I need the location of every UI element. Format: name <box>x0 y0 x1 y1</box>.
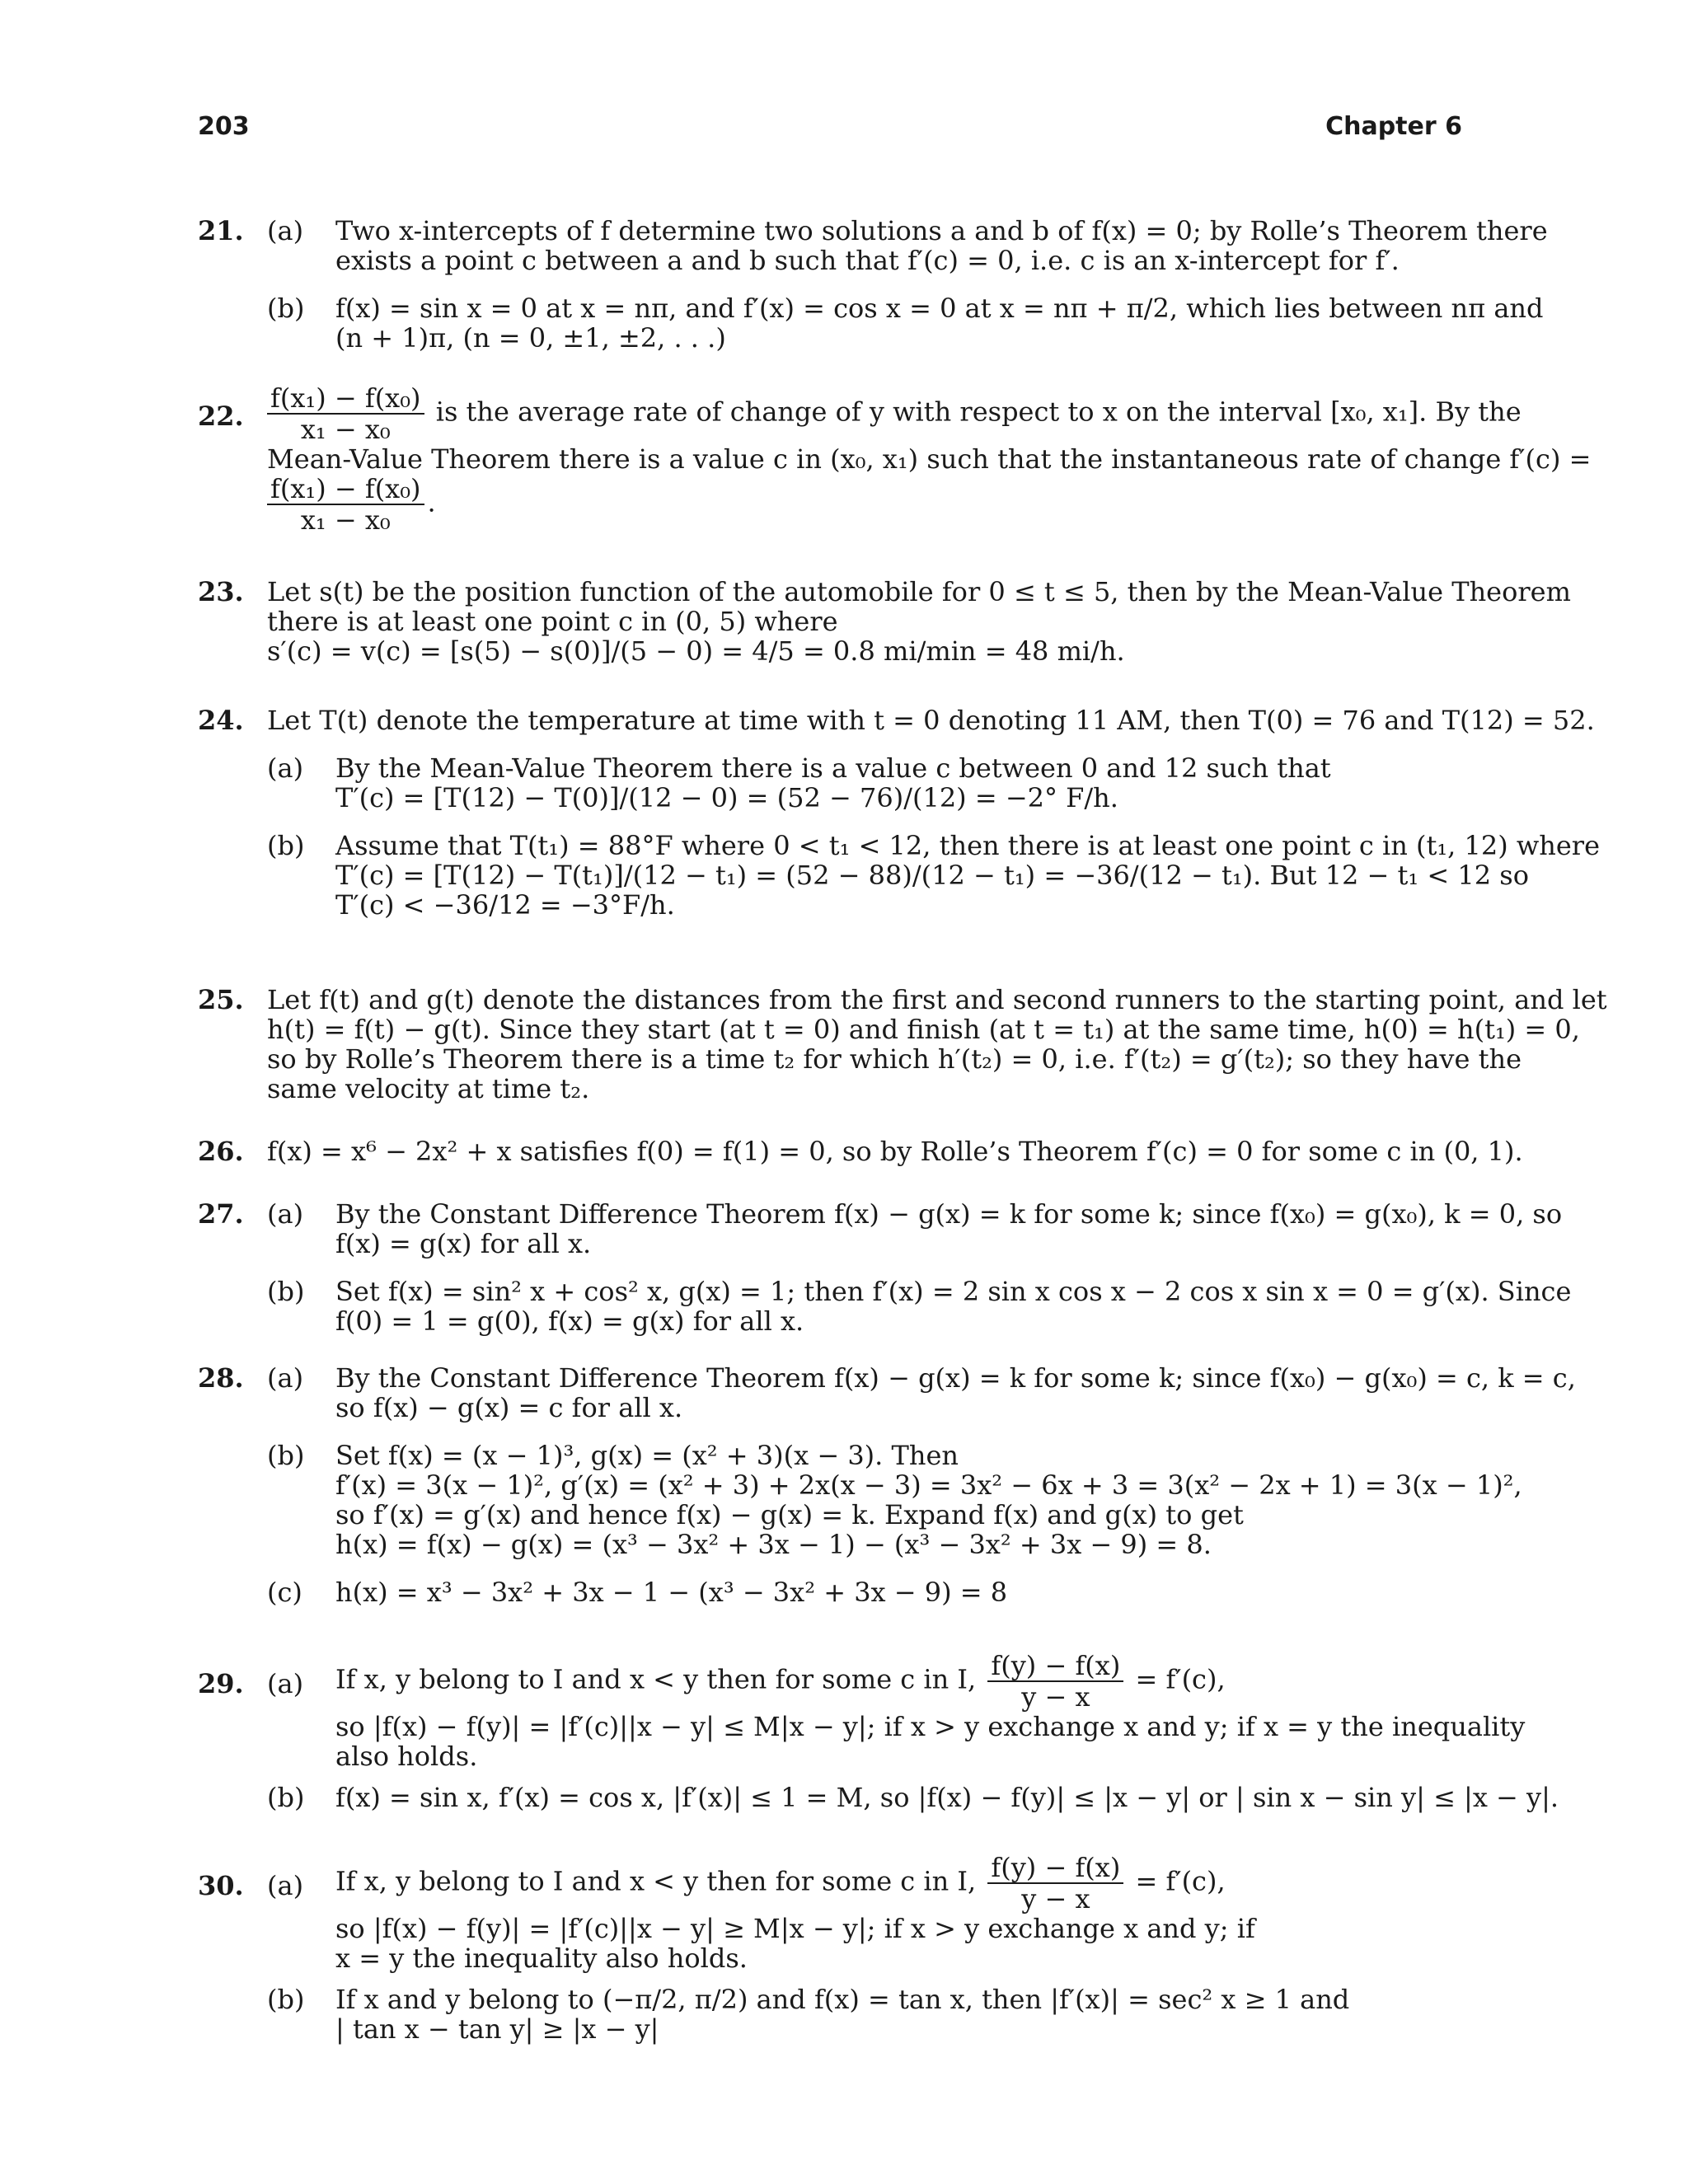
text-line: Let s(t) be the position function of the automobile for 0 ≤ t ≤ 5, then by the Mean-Value Theorem <box>267 576 1571 607</box>
text-line: also holds. <box>335 1741 478 1772</box>
problem-25 <box>198 984 1607 1104</box>
part-label: (b) <box>267 1782 305 1813</box>
problem-28 <box>198 1362 1576 1608</box>
text-line: Two x-intercepts of f determine two solutions a and b of f(x) = 0; by Rolle’s Theorem there <box>335 215 1548 246</box>
text-line: = f′(c), <box>1135 1865 1226 1897</box>
fraction-numerator: f(x₁) − f(x₀) <box>267 474 424 505</box>
text-line: = f′(c), <box>1135 1663 1226 1695</box>
part-b <box>267 1985 1462 2044</box>
part-label: (c) <box>267 1577 302 1608</box>
text-line: If x, y belong to I and x < y then for some c in I, <box>335 1663 977 1695</box>
part-label: (b) <box>267 1276 305 1307</box>
text-line: s′(c) = v(c) = [s(5) − s(0)]/(5 − 0) = 4/5 = 0.8 mi/min = 48 mi/h. <box>267 635 1125 667</box>
problem-number: 22. <box>198 401 244 432</box>
period: . <box>427 486 436 518</box>
chapter-label: Chapter 6 <box>1325 112 1462 141</box>
text-line: f(x) = sin x, f′(x) = cos x, |f′(x)| ≤ 1 = M, so |f(x) − f(y)| ≤ |x − y| or | sin x − sin y| ≤ |x − y|. <box>335 1782 1559 1813</box>
part-label: (a) <box>267 1198 304 1230</box>
problem-29 <box>198 1650 1559 1813</box>
part-a <box>267 1362 1576 1423</box>
fraction-numerator: f(y) − f(x) <box>987 1651 1123 1682</box>
part-a <box>267 1853 1462 1973</box>
part-a <box>267 215 1548 276</box>
fraction <box>267 383 424 444</box>
fraction-numerator: f(y) − f(x) <box>987 1853 1123 1884</box>
problem-26 <box>198 1136 1523 1167</box>
fraction-denominator: y − x <box>1021 1681 1090 1713</box>
part-b <box>267 1782 1559 1813</box>
text-line: f(x) = sin x = 0 at x = nπ, and f′(x) = cos x = 0 at x = nπ + π/2, which lies between nπ and <box>335 293 1544 324</box>
problem-number: 27. <box>198 1198 244 1230</box>
text-line: so by Rolle’s Theorem there is a time t₂ for which h′(t₂) = 0, i.e. f′(t₂) = g′(t₂); so they have the <box>267 1043 1522 1075</box>
part-a <box>267 753 1462 813</box>
text-line: Let T(t) denote the temperature at time with t = 0 denoting 11 AM, then T(0) = 76 and T(12) = 52. <box>267 705 1595 736</box>
part-label: (b) <box>267 1984 305 2015</box>
problem-number: 23. <box>198 576 244 607</box>
text-line: f(0) = 1 = g(0), f(x) = g(x) for all x. <box>335 1305 804 1337</box>
text-line: If x and y belong to (−π/2, π/2) and f(x) = tan x, then |f′(x)| = sec² x ≥ 1 and <box>335 1984 1350 2015</box>
problem-number: 25. <box>198 984 244 1015</box>
text-line: x = y the inequality also holds. <box>335 1943 748 1974</box>
text-line: so f′(x) = g′(x) and hence f(x) − g(x) = k. Expand f(x) and g(x) to get <box>335 1499 1244 1530</box>
problem-number: 28. <box>198 1362 244 1394</box>
problem-number: 29. <box>198 1668 244 1699</box>
text-line: If x, y belong to I and x < y then for some c in I, <box>335 1865 977 1897</box>
text-line: | tan x − tan y| ≥ |x − y| <box>335 2013 659 2045</box>
text-line: T′(c) = [T(12) − T(t₁)]/(12 − t₁) = (52 − 88)/(12 − t₁) = −36/(12 − t₁). But 12 − t₁ < 12 so <box>335 860 1529 891</box>
problem-24 <box>198 705 1601 921</box>
problem-number: 26. <box>198 1136 244 1167</box>
part-b <box>267 293 1544 354</box>
text-line: Assume that T(t₁) = 88°F where 0 < t₁ < 12, then there is at least one point c in (t₁, 12) where <box>335 830 1601 861</box>
text-line: T′(c) = [T(12) − T(0)]/(12 − 0) = (52 − 76)/(12) = −2° F/h. <box>335 782 1118 813</box>
part-label: (b) <box>267 293 305 324</box>
text-line: By the Constant Difference Theorem f(x) − g(x) = k for some k; since f(x₀) − g(x₀) = c, k = c, <box>335 1362 1576 1394</box>
text-line: Set f(x) = (x − 1)³, g(x) = (x² + 3)(x − 3). Then <box>335 1440 959 1471</box>
fraction <box>267 474 424 535</box>
part-label: (b) <box>267 830 305 861</box>
part-label: (a) <box>267 1362 304 1394</box>
part-a <box>267 1650 1526 1772</box>
fraction <box>987 1853 1123 1914</box>
text-line: f(x) = x⁶ − 2x² + x satisfies f(0) = f(1) = 0, so by Rolle’s Theorem f′(c) = 0 for some c in (0, 1). <box>267 1136 1523 1167</box>
fraction-denominator: x₁ − x₀ <box>300 414 391 445</box>
part-label: (b) <box>267 1440 305 1471</box>
problem-27 <box>198 1198 1572 1337</box>
text-line: so |f(x) − f(y)| = |f′(c)||x − y| ≥ M|x − y|; if x > y exchange x and y; if <box>335 1913 1255 1944</box>
text-line: there is at least one point c in (0, 5) where <box>267 606 838 637</box>
fraction-numerator: f(x₁) − f(x₀) <box>267 383 424 415</box>
text-line: so |f(x) − f(y)| = |f′(c)||x − y| ≤ M|x − y|; if x > y exchange x and y; if x = y the inequality <box>335 1711 1526 1742</box>
text-line: (n + 1)π, (n = 0, ±1, ±2, . . .) <box>335 322 726 354</box>
fraction <box>987 1651 1123 1712</box>
part-label: (a) <box>267 215 304 246</box>
text-line: f′(x) = 3(x − 1)², g′(x) = (x² + 3) + 2x(x − 3) = 3x² − 6x + 3 = 3(x² − 2x + 1) = 3(x − 1)², <box>335 1469 1522 1501</box>
text-line: T′(c) < −36/12 = −3°F/h. <box>335 889 675 921</box>
part-a <box>267 1198 1563 1259</box>
text-line: so f(x) − g(x) = c for all x. <box>335 1392 683 1423</box>
page-number: 203 <box>198 112 250 141</box>
text-line: is the average rate of change of y with respect to x on the interval [x₀, x₁]. By the <box>435 396 1522 428</box>
part-label: (a) <box>267 1870 304 1901</box>
text-line: same velocity at time t₂. <box>267 1073 590 1104</box>
problem-23 <box>198 576 1571 667</box>
text-line: By the Mean-Value Theorem there is a value c between 0 and 12 such that <box>335 752 1331 784</box>
text-line: h(x) = x³ − 3x² + 3x − 1 − (x³ − 3x² + 3x − 9) = 8 <box>335 1577 1008 1608</box>
problem-30 <box>198 1853 1462 2044</box>
problem-22 <box>198 382 1592 536</box>
text-line: Set f(x) = sin² x + cos² x, g(x) = 1; then f′(x) = 2 sin x cos x − 2 cos x sin x = 0 = g′(x). Since <box>335 1276 1572 1307</box>
problem-number: 30. <box>198 1870 244 1901</box>
part-c <box>267 1577 1462 1607</box>
problem-number: 24. <box>198 705 244 736</box>
part-label: (a) <box>267 1668 304 1699</box>
fraction-denominator: x₁ − x₀ <box>300 504 391 536</box>
text-line: f(x) = g(x) for all x. <box>335 1228 592 1259</box>
text-line: Mean-Value Theorem there is a value c in (x₀, x₁) such that the instantaneous rate of change f′(c) = <box>267 443 1592 475</box>
text-line: h(x) = f(x) − g(x) = (x³ − 3x² + 3x − 1) − (x³ − 3x² + 3x − 9) = 8. <box>335 1529 1212 1560</box>
part-label: (a) <box>267 752 304 784</box>
part-b <box>267 1276 1572 1337</box>
problem-21 <box>198 215 1548 354</box>
problem-number: 21. <box>198 215 244 246</box>
part-b <box>267 830 1601 921</box>
part-b <box>267 1440 1522 1560</box>
text-line: h(t) = f(t) − g(t). Since they start (at t = 0) and finish (at t = t₁) at the same time, h(0) = h(t₁) = 0, <box>267 1014 1580 1045</box>
fraction-denominator: y − x <box>1021 1883 1090 1915</box>
text-line: By the Constant Difference Theorem f(x) − g(x) = k for some k; since f(x₀) = g(x₀), k = 0, so <box>335 1198 1563 1230</box>
text-line: exists a point c between a and b such that f′(c) = 0, i.e. c is an x-intercept for f′. <box>335 245 1400 276</box>
text-line: Let f(t) and g(t) denote the distances from the first and second runners to the starting point, and let <box>267 984 1607 1015</box>
